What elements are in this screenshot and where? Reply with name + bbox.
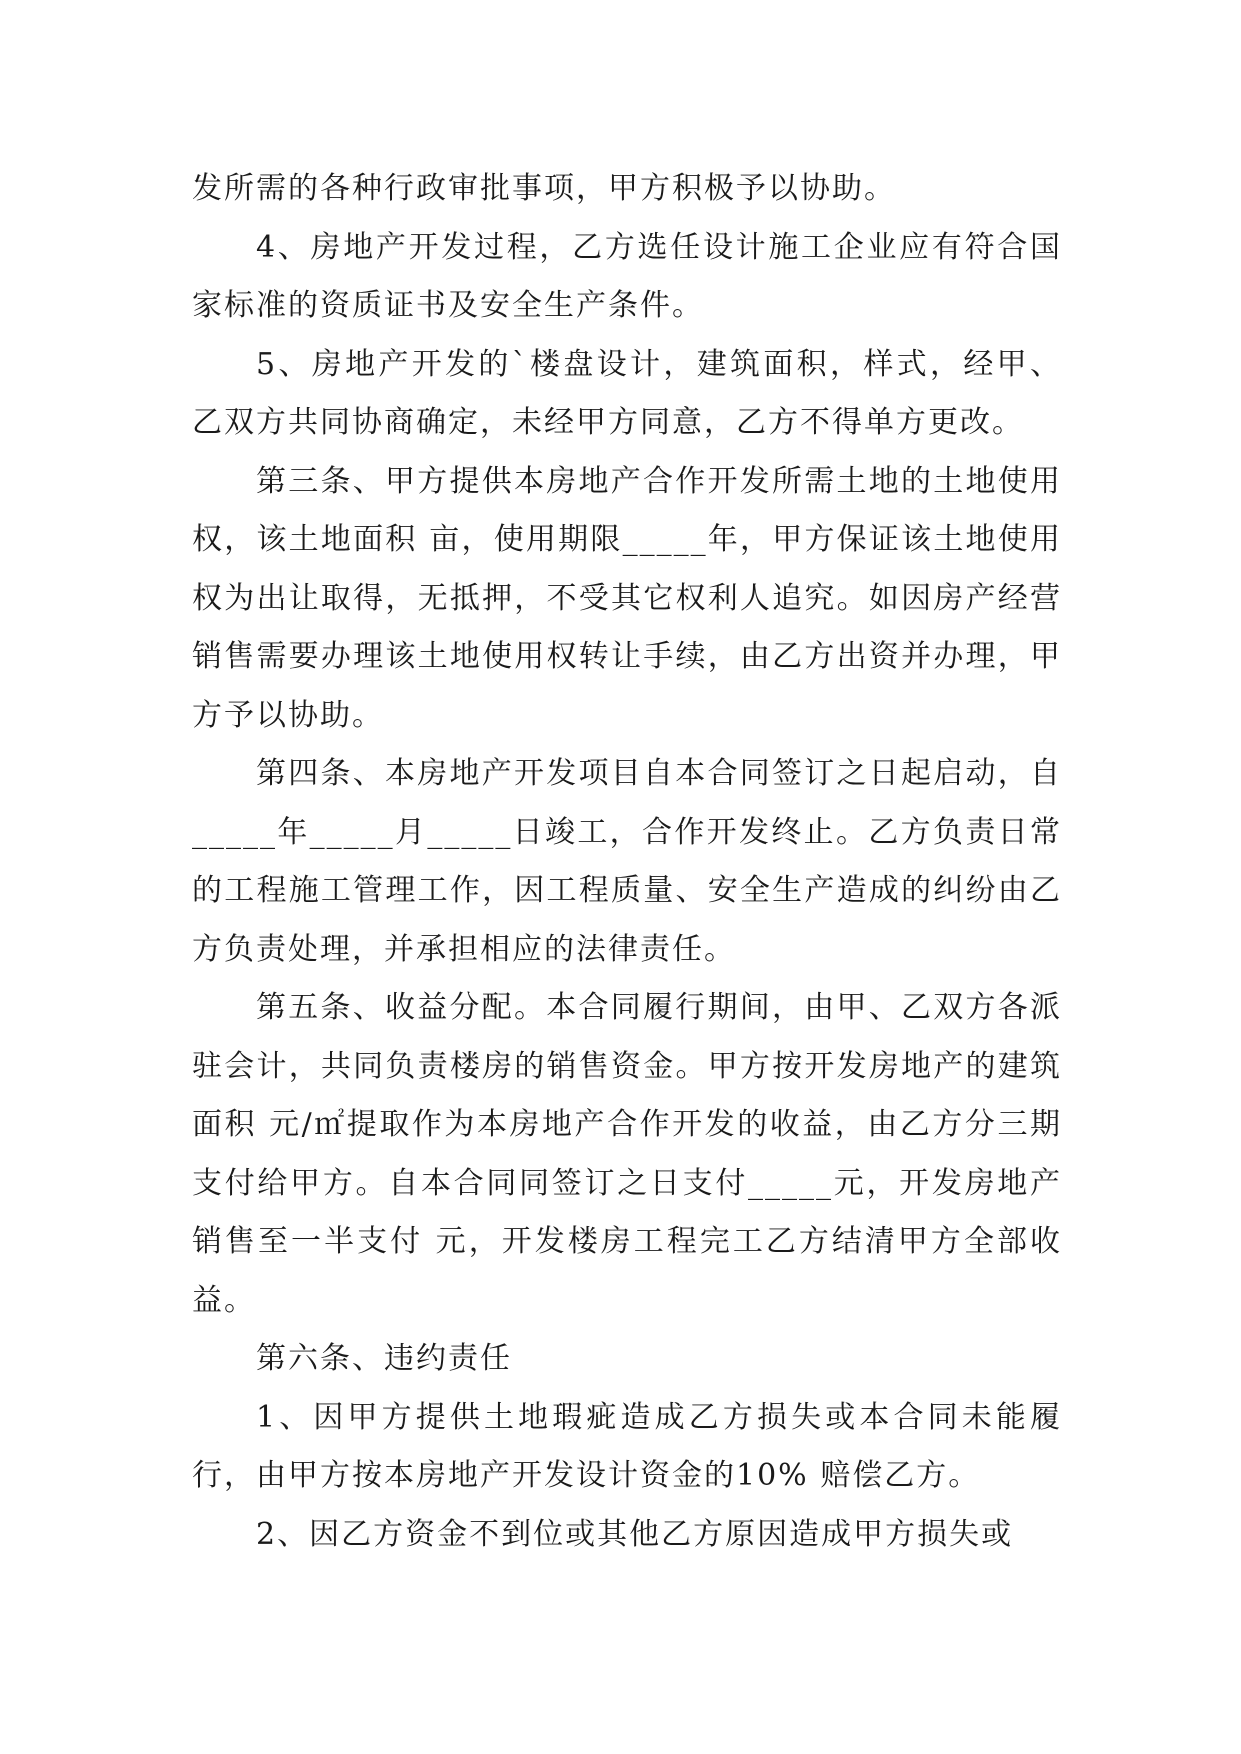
paragraph-clause-4: 4、房地产开发过程，乙方选任设计施工企业应有符合国家标准的资质证书及安全生产条件。: [192, 229, 1062, 323]
document-body: [192, 160, 1062, 1564]
paragraph-article-4: 第四条、本房地产开发项目自本合同签订之日起启动，自_____年_____月_____日竣工，合作开发终止。乙方负责日常的工程施工管理工作，因工程质量、安全生产造成的纠纷由乙方负责处理，并承担相应的法律责任。: [192, 756, 1062, 967]
paragraph-1: 发所需的各种行政审批事项，甲方积极予以协助。: [192, 171, 896, 206]
paragraph-liability-2: 2、因乙方资金不到位或其他乙方原因造成甲方损失或: [256, 1516, 1014, 1552]
paragraph-article-3: 第三条、甲方提供本房地产合作开发所需土地的土地使用权，该土地面积 亩，使用期限_____年，甲方保证该土地使用权为出让取得，无抵押，不受其它权利人追究。如因房产经营销售需要办理该土地使用权转让手续，由乙方出资并办理，甲方予以协助。: [192, 463, 1062, 733]
paragraph-clause-5: 5、房地产开发的`楼盘设计，建筑面积，样式，经甲、乙双方共同协商确定，未经甲方同意，乙方不得单方更改。: [192, 346, 1062, 440]
paragraph-article-5: 第五条、收益分配。本合同履行期间，由甲、乙双方各派驻会计，共同负责楼房的销售资金。甲方按开发房地产的建筑面积 元/㎡提取作为本房地产合作开发的收益，由乙方分三期支付给甲方。自本合同同签订之日支付_____元，开发房地产销售至一半支付 元，开发楼房工程完工乙方结清甲方全部收益。: [192, 990, 1062, 1318]
paragraph-article-6-heading: 第六条、违约责任: [256, 1341, 512, 1376]
paragraph-liability-1: 1、因甲方提供土地瑕疵造成乙方损失或本合同未能履行，由甲方按本房地产开发设计资金的10% 赔偿乙方。: [192, 1399, 1062, 1493]
